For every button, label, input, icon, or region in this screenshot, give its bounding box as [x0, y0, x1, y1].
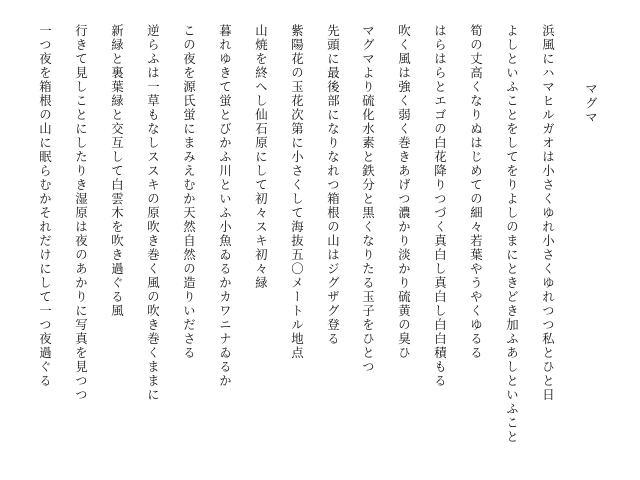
- poem-line-12: 逆らふは一草もなしススキの原吹き巻く風の吹き巻くままに: [145, 24, 161, 402]
- poem-title: マグマ: [583, 82, 599, 126]
- poem-line-6: マグマより硫化水素と鉄分と黒くなりたる玉子をひとつ: [360, 24, 376, 374]
- poem-line-7: 先頭に最後部になりなれつ箱根の山はジグザグ登る: [325, 24, 341, 346]
- poem-line-3: 筍の丈高くなりぬはじめての細々若葉やうやくゆるる: [468, 24, 484, 360]
- poem-line-15: 一つ夜を箱根の山に眠らむかそれだけにして一つ夜過ぐる: [37, 24, 53, 388]
- poem-line-8: 紫陽花の玉花次第に小さくして海抜五〇メートル地点: [289, 24, 305, 360]
- poem-line-14: 行きて見しことにしたりき湿原は夜のあかりに写真を見つつ: [73, 24, 89, 402]
- poem-line-1: 浜風にハマヒルガオは小さくゆれ小さくゆれつつ私とひと日: [540, 24, 556, 402]
- poem-line-2: よしといふことをしてをりよしのまにときどき加ふあしといふこと: [504, 24, 520, 444]
- poem-line-4: はらはらとエゴの白花降りつづく真白し真白し白白積もる: [432, 24, 448, 388]
- poem-line-5: 吹く風は強く弱く巻きあげつ濃かり淡かり硫黄の臭ひ: [396, 24, 412, 360]
- poem-line-11: この夜を源氏蛍にまみえむか天然自然の造りいださる: [181, 24, 197, 360]
- poem-line-10: 暮れゆきて蛍とびかふ川といふ小魚ゐるかカワニナゐるか: [217, 24, 233, 388]
- poem-line-13: 新緑と裏葉緑と交互して白雲木を吹き過ぐる風: [109, 24, 125, 318]
- poem-line-9: 山焼を終へし仙石原にして初々スキ初々緑: [253, 24, 269, 290]
